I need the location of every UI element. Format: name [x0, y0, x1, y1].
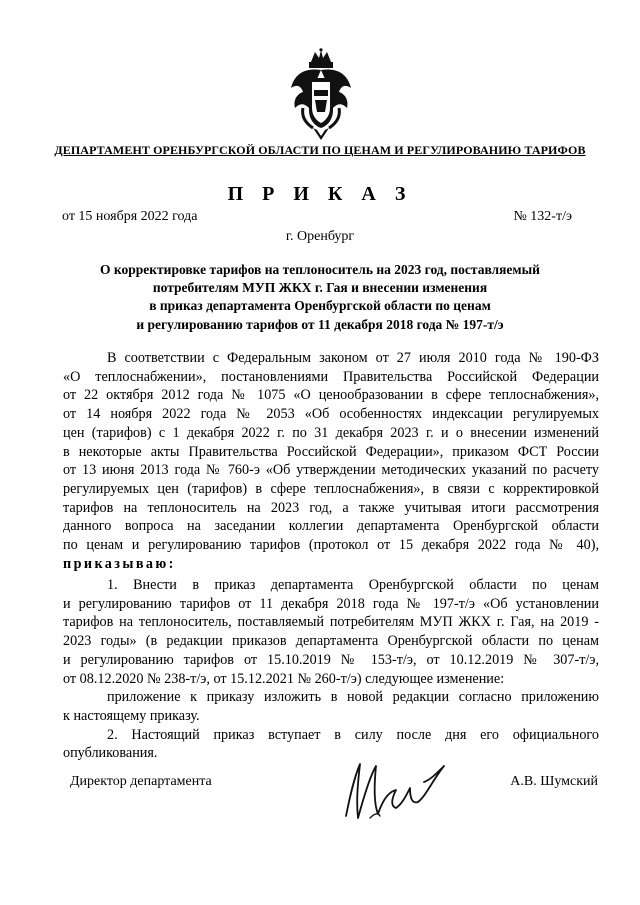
item-2-line: 2. Настоящий приказ вступает в силу после дня его официального	[107, 726, 599, 743]
item-1-line: тарифов на теплоноситель, поставляемый потребителям МУП ЖКХ г. Гая, на 2019 -	[63, 614, 599, 631]
title-line: О корректировке тарифов на теплоноситель на 2023 год, поставляемый	[100, 262, 540, 277]
title-line: и регулированию тарифов от 11 декабря 2018 года № 197-т/э	[136, 316, 504, 332]
document-type-heading: П Р И К А З	[227, 183, 413, 205]
item-2-line: опубликования.	[63, 745, 158, 762]
preamble-line: от 14 ноября 2022 года № 2053 «Об особенностях индексации регулируемых	[63, 406, 599, 423]
order-date: от 15 ноября 2022 года	[62, 209, 198, 224]
preamble-line: данного вопроса на заседании коллегии департамента Оренбургской области	[63, 518, 599, 535]
sub-item-line: к настоящему приказу.	[63, 707, 200, 724]
item-1-line: 1. Внести в приказ департамента Оренбургской области по ценам	[107, 577, 599, 593]
preamble-line: регулируемых цен (тарифов) в сфере теплоснабжения», в связи с корректировкой	[63, 480, 599, 497]
preamble-line: от 13 июня 2013 года № 760-э «Об утверждении методических указаний по расчету	[63, 462, 599, 479]
order-city: г. Оренбург	[285, 229, 355, 244]
orders-keyword: приказываю:	[63, 555, 176, 572]
order-items	[63, 576, 599, 763]
department-heading: ДЕПАРТАМЕНТ ОРЕНБУРГСКОЙ ОБЛАСТИ ПО ЦЕНАМ И РЕГУЛИРОВАНИЮ ТАРИФОВ	[54, 143, 586, 157]
item-1-line: от 08.12.2020 № 238-т/э, от 15.12.2021 № 260-т/э) следующее изменение:	[63, 670, 505, 687]
title-line: потребителям МУП ЖКХ г. Гая и внесении изменения	[152, 280, 488, 296]
title-line: в приказ департамента Оренбургской области по ценам	[149, 298, 491, 314]
signatory-role: Директор департамента	[70, 774, 212, 789]
item-1-line: и регулированию тарифов от 15.10.2019 № 153-т/э, от 10.12.2019 № 307-т/э,	[63, 651, 599, 668]
item-1-line: и регулированию тарифов от 11 декабря 2018 года № 197-т/э «Об установлении	[63, 595, 599, 612]
preamble-line: в некоторые акты Правительства Российской Федерации», приказом ФСТ России	[63, 443, 599, 460]
preamble-line: от 22 октября 2012 года № 1075 «О ценообразовании в сфере теплоснабжения»,	[63, 387, 599, 404]
coat-of-arms-emblem	[289, 48, 353, 143]
preamble-paragraph	[63, 349, 599, 573]
preamble-line: «О теплоснабжении», постановлениями Правительства Российской Федерации	[63, 368, 599, 385]
sub-item-line: приложение к приказу изложить в новой редакции согласно приложению	[107, 689, 599, 706]
order-title	[70, 261, 570, 334]
preamble-line: цен (тарифов) с 1 декабря 2022 г. по 31 декабря 2023 г. и о внесении изменений	[63, 424, 599, 441]
signatory-name: А.В. Шумский	[510, 774, 598, 789]
handwritten-signature	[340, 756, 450, 826]
order-number: № 132-т/э	[513, 209, 572, 224]
preamble-line: по ценам и регулированию тарифов (протокол от 15 декабря 2022 года № 40),	[63, 537, 599, 554]
item-1-line: 2023 годы» (в редакции приказов департамента Оренбургской области по ценам	[63, 633, 599, 650]
preamble-line: В соответствии с Федеральным законом от 27 июля 2010 года № 190-ФЗ	[107, 350, 599, 366]
preamble-line: тарифов на теплоноситель на 2023 год, а также учитывая итоги рассмотрения	[63, 499, 599, 516]
